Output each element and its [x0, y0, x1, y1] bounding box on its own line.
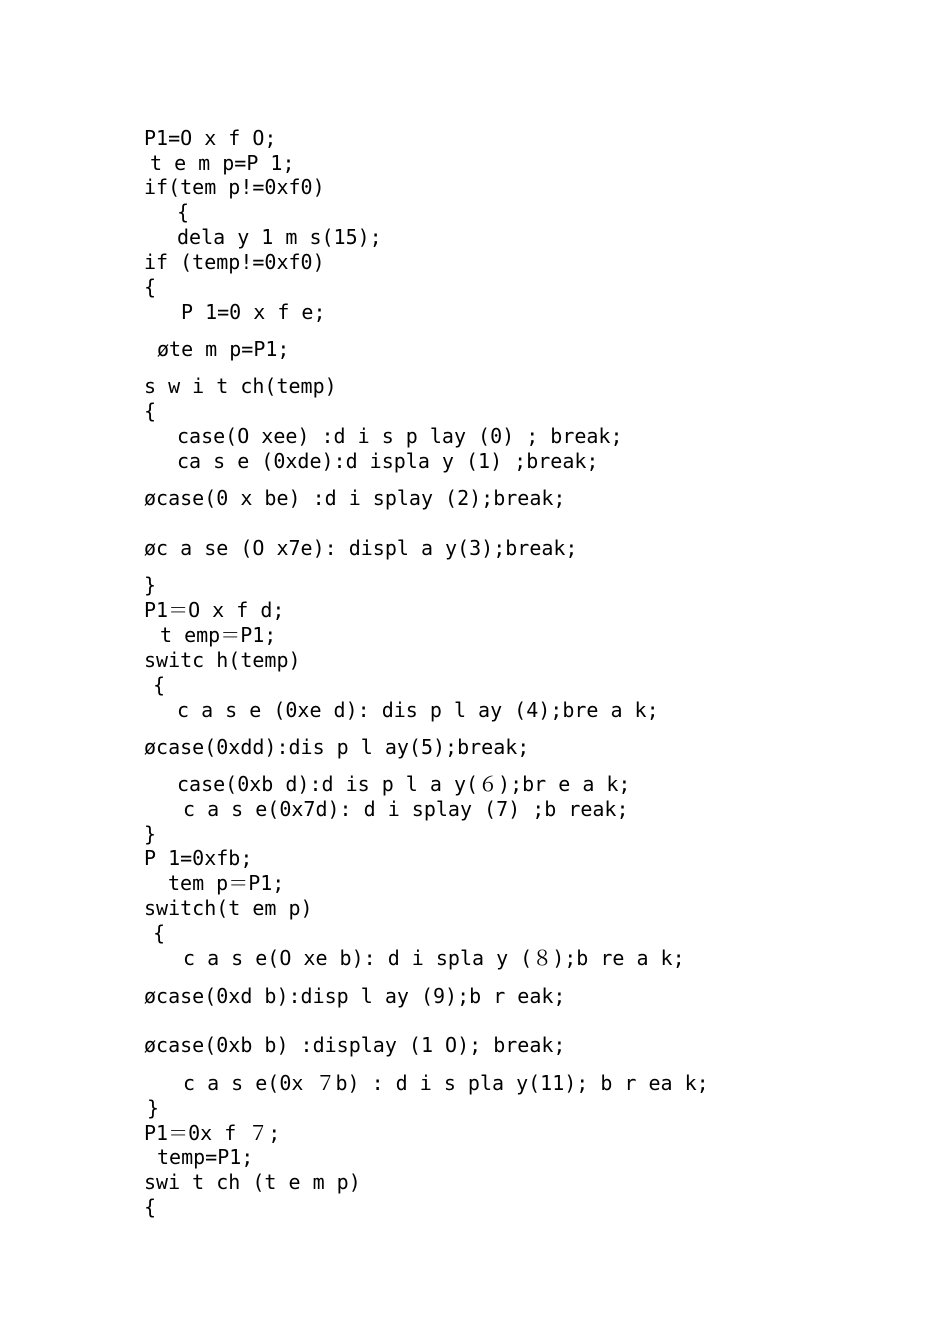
code-line: if(tem p!=0xf0): [144, 175, 325, 199]
code-line: P1=O x f O;: [144, 126, 277, 150]
code-line: {: [144, 1195, 157, 1219]
code-line: temp=P1;: [157, 1145, 254, 1169]
code-line: {: [153, 673, 166, 697]
code-line: øcase(0 x be) :d i splay (2);break;: [144, 486, 566, 510]
code-line: øc a se (O x7e): displ a y(3);break;: [144, 536, 578, 560]
code-line: {: [144, 275, 157, 299]
code-line: dela y 1 m s(15);: [177, 225, 382, 249]
code-line: c a s e (0xe d): dis p l ay (4);bre a k;: [177, 698, 659, 722]
code-line: øcase(0xdd):dis p l ay(5);break;: [144, 735, 530, 759]
code-line: t e m p=P 1;: [150, 151, 295, 175]
code-line: øcase(0xd b):disp l ay (9);b r eak;: [144, 984, 566, 1008]
code-line: c a s e(O xe b): d i spla y (８);b re a k;: [183, 946, 685, 970]
code-line: switch(t em p): [144, 896, 313, 920]
code-line: }: [144, 573, 157, 597]
code-line: c a s e(0x ７b) : d i s pla y(11); b r ea k;: [183, 1071, 709, 1095]
code-line: switc h(temp): [144, 648, 301, 672]
code-line: s w i t ch(temp): [144, 374, 337, 398]
code-line: }: [147, 1096, 160, 1120]
code-line: c a s e(0x7d): d i splay (7) ;b reak;: [183, 797, 629, 821]
code-line: P 1=0xfb;: [144, 846, 253, 870]
code-line: swi t ch (t e m p): [144, 1170, 361, 1194]
code-line: P 1=0 x f e;: [181, 300, 326, 324]
code-line: if (temp!=0xf0): [144, 250, 325, 274]
code-line: P1＝0x f ７;: [144, 1121, 281, 1145]
code-line: case(O xee) :d i s p lay (0) ; break;: [177, 424, 623, 448]
code-line: øte m p=P1;: [157, 337, 290, 361]
code-line: ca s e (0xde):d ispla y (1) ;break;: [177, 449, 599, 473]
code-line: t emp＝P1;: [160, 623, 277, 647]
code-line: P1＝O x f d;: [144, 598, 285, 622]
code-line: øcase(0xb b) :display (1 O); break;: [144, 1033, 566, 1057]
code-line: {: [144, 399, 157, 423]
code-line: tem p＝P1;: [168, 871, 285, 895]
code-line: case(0xb d):d is p l a y(６);br e a k;: [177, 772, 631, 796]
code-line: {: [177, 200, 190, 224]
code-line: {: [153, 921, 166, 945]
code-line: }: [144, 822, 157, 846]
